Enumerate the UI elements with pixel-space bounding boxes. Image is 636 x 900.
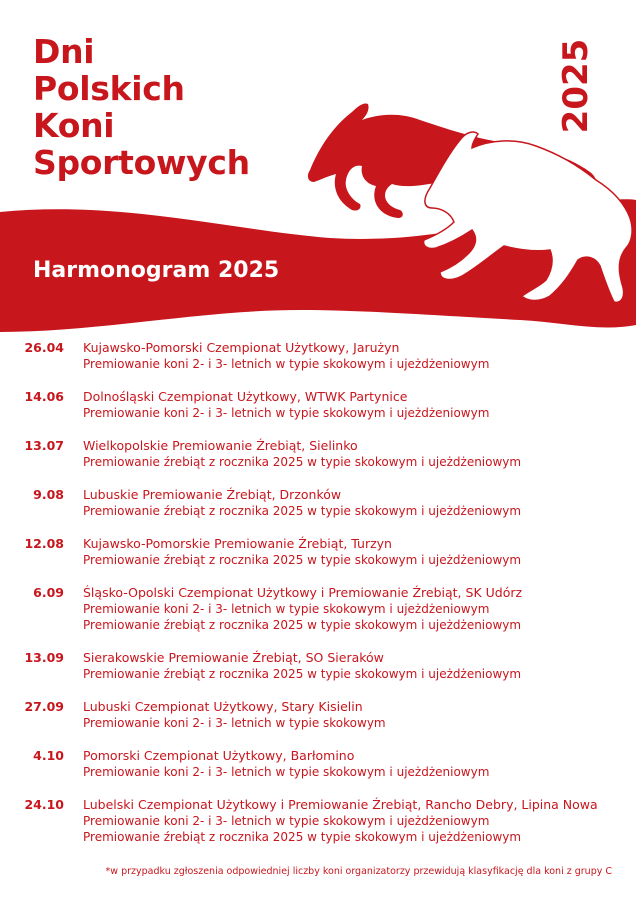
event-item [0, 585, 636, 633]
title-line-4: Sportowych [33, 143, 250, 182]
event-item [0, 438, 636, 470]
event-item [0, 650, 636, 682]
event-description: Premiowanie koni 2- i 3- letnich w typie skokowym i ujeżdżeniowym [83, 406, 490, 420]
event-title: Kujawsko-Pomorskie Premiowanie Źrebiąt, Turzyn [83, 536, 392, 551]
event-title: Pomorski Czempionat Użytkowy, Barłomino [83, 748, 355, 763]
event-title: Lubuskie Premiowanie Źrebiąt, Drzonków [83, 487, 342, 502]
event-title: Kujawsko-Pomorski Czempionat Użytkowy, Jarużyn [83, 340, 400, 355]
event-description: Premiowanie źrebiąt z rocznika 2025 w typie skokowym i ujeżdżeniowym [83, 553, 522, 567]
event-date: 12.08 [24, 536, 64, 551]
event-title: Śląsko-Opolski Czempionat Użytkowy i Premiowanie Źrebiąt, SK Udórz [83, 585, 523, 600]
event-description: Premiowanie koni 2- i 3- letnich w typie skokowym i ujeżdżeniowym [83, 357, 490, 371]
event-body [83, 650, 623, 682]
event-body [83, 699, 623, 731]
event-date: 14.06 [24, 389, 64, 404]
event-body [83, 585, 623, 633]
event-body [83, 340, 623, 372]
event-description: Premiowanie źrebiąt z rocznika 2025 w typie skokowym i ujeżdżeniowym [83, 455, 522, 469]
jumping-horses-icon [300, 90, 636, 320]
event-description: Premiowanie źrebiąt z rocznika 2025 w typie skokowym i ujeżdżeniowym [83, 830, 522, 844]
event-item [0, 487, 636, 519]
event-description: Premiowanie źrebiąt z rocznika 2025 w typie skokowym i ujeżdżeniowym [83, 504, 522, 518]
event-title: Dolnośląski Czempionat Użytkowy, WTWK Partynice [83, 389, 408, 404]
event-title: Lubelski Czempionat Użytkowy i Premiowanie Źrebiąt, Rancho Debry, Lipina Nowa [83, 797, 598, 812]
event-description: Premiowanie koni 2- i 3- letnich w typie skokowym i ujeżdżeniowym [83, 765, 490, 779]
event-description: Premiowanie koni 2- i 3- letnich w typie skokowym i ujeżdżeniowym [83, 814, 490, 828]
event-date: 6.09 [33, 585, 64, 600]
event-body [83, 797, 623, 845]
event-item [0, 699, 636, 731]
event-date: 27.09 [24, 699, 64, 714]
footnote: *w przypadku zgłoszenia odpowiedniej liczby koni organizatorzy przewidują klasyfikację dla koni z grupy C [105, 866, 612, 877]
event-description: Premiowanie koni 2- i 3- letnich w typie skokowym i ujeżdżeniowym [83, 602, 490, 616]
event-body [83, 487, 623, 519]
title-line-2: Polskich [33, 69, 185, 108]
event-body [83, 389, 623, 421]
event-description: Premiowanie koni 2- i 3- letnich w typie skokowym [83, 716, 386, 730]
event-item [0, 748, 636, 780]
event-title: Lubuski Czempionat Użytkowy, Stary Kisielin [83, 699, 363, 714]
event-date: 13.09 [24, 650, 64, 665]
event-date: 24.10 [24, 797, 64, 812]
event-body [83, 536, 623, 568]
vertical-year: 2025 [556, 38, 596, 134]
event-list [0, 340, 636, 862]
event-date: 13.07 [24, 438, 64, 453]
schedule-heading: Harmonogram 2025 [33, 258, 280, 283]
event-description: Premiowanie źrebiąt z rocznika 2025 w typie skokowym i ujeżdżeniowym [83, 618, 522, 632]
event-item [0, 536, 636, 568]
event-date: 26.04 [24, 340, 64, 355]
title-line-1: Dni [33, 32, 95, 71]
event-title: Wielkopolskie Premiowanie Źrebiąt, Sielinko [83, 438, 358, 453]
event-item [0, 340, 636, 372]
event-description: Premiowanie źrebiąt z rocznika 2025 w typie skokowym i ujeżdżeniowym [83, 667, 522, 681]
title-line-3: Koni [33, 106, 115, 145]
event-title: Sierakowskie Premiowanie Źrebiąt, SO Sieraków [83, 650, 384, 665]
event-item [0, 389, 636, 421]
event-body [83, 438, 623, 470]
event-date: 9.08 [33, 487, 64, 502]
event-body [83, 748, 623, 780]
event-item [0, 797, 636, 845]
event-date: 4.10 [33, 748, 64, 763]
